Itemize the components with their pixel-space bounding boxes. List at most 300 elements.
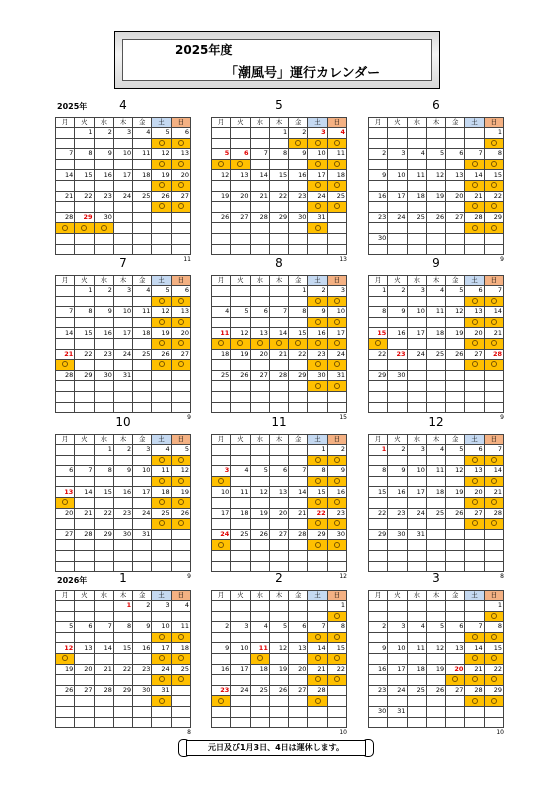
operation-cell: [446, 244, 465, 255]
operation-cell: [56, 519, 75, 530]
operation-cell: [388, 632, 407, 643]
date-cell: 2: [94, 128, 113, 139]
date-cell: [113, 391, 132, 402]
date-cell: 10: [327, 307, 346, 318]
date-cell: 20: [75, 664, 94, 675]
operation-mark-icon: [159, 182, 165, 188]
operation-cell: [113, 611, 132, 622]
operation-cell: [426, 675, 445, 686]
operation-cell: [289, 244, 308, 255]
operation-cell: [94, 138, 113, 149]
date-cell: 22: [75, 191, 94, 202]
operation-cell: [407, 717, 426, 728]
date-cell: 28: [484, 508, 503, 519]
date-cell: 14: [250, 170, 269, 181]
operation-cell: [327, 159, 346, 170]
date-cell: 25: [250, 685, 269, 696]
operation-cell: [308, 338, 327, 349]
operation-day-count: 8: [187, 729, 191, 736]
date-cell: [327, 550, 346, 561]
date-cell: 29: [308, 529, 327, 540]
operation-cell: [465, 402, 484, 413]
date-cell: 8: [484, 622, 503, 633]
operation-cell: [212, 202, 231, 213]
date-cell: [212, 445, 231, 456]
date-cell: [56, 445, 75, 456]
operation-cell: [327, 360, 346, 371]
operation-cell: [407, 360, 426, 371]
date-cell: [289, 445, 308, 456]
operation-mark-icon: [178, 182, 184, 188]
date-cell: 4: [426, 286, 445, 297]
date-cell: [308, 601, 327, 612]
date-cell: 27: [465, 349, 484, 360]
operation-mark-icon: [334, 655, 340, 661]
operation-cell: [269, 717, 288, 728]
operation-day-count: 9: [500, 256, 504, 263]
date-cell: [231, 550, 250, 561]
date-cell: 19: [212, 191, 231, 202]
operation-cell: [426, 244, 445, 255]
date-cell: 14: [94, 643, 113, 654]
operation-mark-icon: [334, 298, 340, 304]
month-table: [55, 434, 191, 572]
date-cell: 25: [133, 349, 152, 360]
operation-mark-icon: [257, 340, 263, 346]
weekday-header: 日: [327, 435, 346, 445]
operation-mark-icon: [62, 225, 68, 231]
operation-mark-icon: [334, 161, 340, 167]
date-cell: 12: [426, 170, 445, 181]
date-cell: [446, 601, 465, 612]
date-cell: 6: [289, 622, 308, 633]
operation-cell: [446, 519, 465, 530]
date-cell: 4: [327, 128, 346, 139]
weekday-header: 水: [407, 435, 426, 445]
operation-cell: [56, 317, 75, 328]
operation-cell: [56, 717, 75, 728]
date-cell: 24: [113, 191, 132, 202]
operation-mark-icon: [159, 340, 165, 346]
operation-cell: [171, 497, 190, 508]
operation-cell: [231, 202, 250, 213]
date-cell: [56, 601, 75, 612]
date-cell: [369, 391, 388, 402]
operation-cell: [113, 296, 132, 307]
operation-cell: [94, 675, 113, 686]
operation-mark-icon: [472, 457, 478, 463]
weekday-header: 月: [369, 591, 388, 601]
date-cell: [388, 601, 407, 612]
operation-cell: [94, 338, 113, 349]
date-cell: 13: [289, 643, 308, 654]
date-cell: 2: [289, 128, 308, 139]
operation-mark-icon: [218, 161, 224, 167]
operation-cell: [152, 696, 171, 707]
operation-mark-icon: [334, 613, 340, 619]
date-cell: [56, 286, 75, 297]
operation-cell: [327, 296, 346, 307]
operation-cell: [212, 675, 231, 686]
date-cell: [250, 391, 269, 402]
operation-cell: [250, 519, 269, 530]
operation-cell: [484, 653, 503, 664]
operation-cell: [250, 360, 269, 371]
date-cell: 16: [388, 328, 407, 339]
date-cell: [465, 233, 484, 244]
operation-cell: [231, 360, 250, 371]
operation-cell: [308, 360, 327, 371]
operation-cell: [327, 696, 346, 707]
operation-mark-icon: [452, 676, 458, 682]
operation-cell: [269, 244, 288, 255]
date-cell: 5: [212, 149, 231, 160]
operation-mark-icon: [491, 182, 497, 188]
operation-cell: [426, 476, 445, 487]
operation-cell: [113, 244, 132, 255]
date-cell: [212, 706, 231, 717]
operation-cell: [465, 696, 484, 707]
operation-cell: [446, 202, 465, 213]
date-cell: 3: [231, 622, 250, 633]
date-cell: [133, 391, 152, 402]
date-cell: 16: [327, 487, 346, 498]
date-cell: [446, 370, 465, 381]
date-cell: [171, 685, 190, 696]
date-cell: 19: [152, 328, 171, 339]
weekday-header: 水: [250, 276, 269, 286]
operation-cell: [369, 223, 388, 234]
date-cell: 4: [133, 128, 152, 139]
operation-cell: [388, 338, 407, 349]
date-cell: 4: [171, 601, 190, 612]
date-cell: [407, 391, 426, 402]
date-cell: 2: [308, 286, 327, 297]
date-cell: 22: [484, 191, 503, 202]
operation-cell: [56, 338, 75, 349]
date-cell: 18: [231, 508, 250, 519]
date-cell: 20: [269, 508, 288, 519]
operation-cell: [113, 338, 132, 349]
date-cell: 13: [446, 170, 465, 181]
date-cell: [269, 233, 288, 244]
date-cell: 29: [369, 370, 388, 381]
weekday-header: 月: [212, 276, 231, 286]
date-cell: 12: [212, 170, 231, 181]
operation-cell: [465, 519, 484, 530]
date-cell: [465, 706, 484, 717]
operation-cell: [446, 696, 465, 707]
date-cell: 14: [56, 170, 75, 181]
date-cell: 30: [369, 706, 388, 717]
operation-cell: [250, 476, 269, 487]
operation-mark-icon: [178, 478, 184, 484]
operation-cell: [426, 223, 445, 234]
weekday-header: 金: [133, 435, 152, 445]
operation-mark-icon: [62, 499, 68, 505]
operation-cell: [231, 402, 250, 413]
operation-cell: [407, 223, 426, 234]
operation-cell: [369, 611, 388, 622]
operation-cell: [171, 653, 190, 664]
weekday-header: 水: [94, 435, 113, 445]
operation-cell: [484, 138, 503, 149]
operation-cell: [250, 632, 269, 643]
date-cell: [308, 233, 327, 244]
operation-cell: [289, 180, 308, 191]
operation-cell: [465, 476, 484, 487]
date-cell: [369, 601, 388, 612]
operation-cell: [171, 381, 190, 392]
date-cell: 4: [152, 445, 171, 456]
operation-cell: [113, 202, 132, 213]
date-cell: 23: [369, 685, 388, 696]
weekday-header: 金: [446, 435, 465, 445]
date-cell: 26: [152, 349, 171, 360]
operation-mark-icon: [178, 340, 184, 346]
date-cell: 4: [212, 307, 231, 318]
date-cell: 27: [75, 685, 94, 696]
operation-mark-icon: [159, 161, 165, 167]
operation-cell: [465, 223, 484, 234]
date-cell: [289, 550, 308, 561]
operation-cell: [231, 653, 250, 664]
operation-cell: [369, 696, 388, 707]
operation-cell: [484, 360, 503, 371]
operation-cell: [484, 540, 503, 551]
date-cell: 11: [152, 466, 171, 477]
date-cell: 16: [133, 643, 152, 654]
date-cell: 9: [113, 466, 132, 477]
date-cell: 13: [171, 307, 190, 318]
operation-cell: [289, 675, 308, 686]
operation-cell: [212, 223, 231, 234]
operation-mark-icon: [159, 698, 165, 704]
date-cell: [269, 601, 288, 612]
weekday-header: 土: [308, 435, 327, 445]
date-cell: [446, 391, 465, 402]
operation-cell: [212, 317, 231, 328]
operation-cell: [327, 202, 346, 213]
weekday-header: 月: [56, 591, 75, 601]
operation-cell: [75, 244, 94, 255]
operation-cell: [484, 317, 503, 328]
operation-cell: [289, 497, 308, 508]
operation-cell: [308, 159, 327, 170]
operation-cell: [289, 159, 308, 170]
operation-cell: [133, 381, 152, 392]
operation-mark-icon: [491, 361, 497, 367]
operation-mark-icon: [315, 182, 321, 188]
date-cell: 14: [465, 643, 484, 654]
operation-cell: [113, 653, 132, 664]
date-cell: 25: [231, 529, 250, 540]
weekday-header: 水: [250, 591, 269, 601]
date-cell: 7: [484, 445, 503, 456]
weekday-header: 日: [171, 435, 190, 445]
weekday-header: 金: [289, 435, 308, 445]
operation-cell: [152, 497, 171, 508]
operation-cell: [231, 223, 250, 234]
operation-cell: [212, 138, 231, 149]
operation-cell: [113, 497, 132, 508]
operation-mark-icon: [491, 634, 497, 640]
operation-cell: [231, 497, 250, 508]
operation-cell: [171, 244, 190, 255]
operation-mark-icon: [472, 520, 478, 526]
date-cell: [407, 601, 426, 612]
operation-cell: [289, 223, 308, 234]
date-cell: 11: [327, 149, 346, 160]
date-cell: 28: [56, 212, 75, 223]
date-cell: 22: [484, 664, 503, 675]
operation-cell: [231, 476, 250, 487]
operation-cell: [94, 223, 113, 234]
date-cell: 23: [369, 212, 388, 223]
operation-cell: [94, 381, 113, 392]
operation-cell: [465, 244, 484, 255]
date-cell: 21: [465, 191, 484, 202]
operation-cell: [75, 696, 94, 707]
operation-mark-icon: [491, 298, 497, 304]
operation-cell: [231, 717, 250, 728]
weekday-header: 日: [171, 276, 190, 286]
operation-mark-icon: [334, 383, 340, 389]
date-cell: 14: [289, 487, 308, 498]
operation-cell: [212, 381, 231, 392]
operation-cell: [250, 497, 269, 508]
operation-cell: [171, 455, 190, 466]
date-cell: 28: [484, 349, 503, 360]
date-cell: 1: [75, 286, 94, 297]
operation-cell: [56, 138, 75, 149]
date-cell: [250, 128, 269, 139]
operation-cell: [113, 476, 132, 487]
operation-mark-icon: [295, 340, 301, 346]
operation-cell: [308, 180, 327, 191]
operation-cell: [250, 675, 269, 686]
date-cell: [426, 391, 445, 402]
date-cell: 7: [484, 286, 503, 297]
date-cell: 24: [407, 349, 426, 360]
date-cell: 6: [446, 622, 465, 633]
date-cell: 25: [152, 508, 171, 519]
weekday-header: 土: [465, 118, 484, 128]
date-cell: 3: [388, 622, 407, 633]
date-cell: 15: [327, 643, 346, 654]
operation-mark-icon: [159, 319, 165, 325]
date-cell: [308, 706, 327, 717]
operation-cell: [388, 381, 407, 392]
operation-cell: [465, 540, 484, 551]
operation-cell: [75, 338, 94, 349]
date-cell: 1: [308, 445, 327, 456]
operation-cell: [56, 696, 75, 707]
date-cell: 10: [231, 643, 250, 654]
date-cell: 8: [269, 149, 288, 160]
date-cell: 5: [446, 445, 465, 456]
title-box: [114, 31, 440, 89]
operation-cell: [171, 360, 190, 371]
date-cell: 10: [133, 466, 152, 477]
date-cell: 22: [369, 508, 388, 519]
operation-cell: [231, 296, 250, 307]
operation-cell: [152, 338, 171, 349]
date-cell: 25: [212, 370, 231, 381]
date-cell: [250, 550, 269, 561]
operation-mark-icon: [472, 182, 478, 188]
date-cell: 18: [250, 664, 269, 675]
weekday-header: 日: [484, 435, 503, 445]
date-cell: 11: [407, 170, 426, 181]
date-cell: [388, 391, 407, 402]
date-cell: 16: [113, 487, 132, 498]
month-number: 10: [115, 415, 131, 429]
weekday-header: 日: [484, 591, 503, 601]
operation-mark-icon: [334, 319, 340, 325]
operation-mark-icon: [237, 340, 243, 346]
operation-mark-icon: [315, 457, 321, 463]
operation-mark-icon: [159, 634, 165, 640]
operation-cell: [388, 360, 407, 371]
date-cell: 1: [289, 286, 308, 297]
operation-cell: [231, 381, 250, 392]
date-cell: [269, 706, 288, 717]
operation-cell: [289, 653, 308, 664]
operation-cell: [484, 497, 503, 508]
date-cell: 10: [407, 466, 426, 477]
operation-cell: [369, 717, 388, 728]
operation-cell: [289, 540, 308, 551]
operation-cell: [426, 632, 445, 643]
month-calendar: [368, 415, 504, 580]
operation-cell: [75, 540, 94, 551]
date-cell: 29: [94, 529, 113, 540]
operation-cell: [369, 381, 388, 392]
operation-cell: [75, 455, 94, 466]
operation-cell: [212, 611, 231, 622]
date-cell: [171, 212, 190, 223]
operation-cell: [75, 653, 94, 664]
date-cell: [369, 128, 388, 139]
date-cell: 25: [407, 685, 426, 696]
operation-cell: [388, 159, 407, 170]
date-cell: 25: [171, 664, 190, 675]
date-cell: 17: [308, 170, 327, 181]
date-cell: [269, 391, 288, 402]
operation-cell: [94, 455, 113, 466]
operation-cell: [212, 696, 231, 707]
operation-cell: [308, 402, 327, 413]
date-cell: [171, 391, 190, 402]
date-cell: 25: [407, 212, 426, 223]
operation-cell: [152, 632, 171, 643]
date-cell: 9: [388, 466, 407, 477]
date-cell: 18: [133, 170, 152, 181]
operation-cell: [407, 296, 426, 307]
date-cell: 14: [465, 170, 484, 181]
operation-cell: [171, 675, 190, 686]
date-cell: 21: [56, 349, 75, 360]
operation-mark-icon: [315, 225, 321, 231]
operation-cell: [75, 497, 94, 508]
weekday-header: 土: [152, 591, 171, 601]
weekday-header: 土: [308, 118, 327, 128]
date-cell: 19: [250, 508, 269, 519]
date-cell: 2: [94, 286, 113, 297]
date-cell: 26: [426, 685, 445, 696]
operation-day-count: 9: [187, 573, 191, 580]
